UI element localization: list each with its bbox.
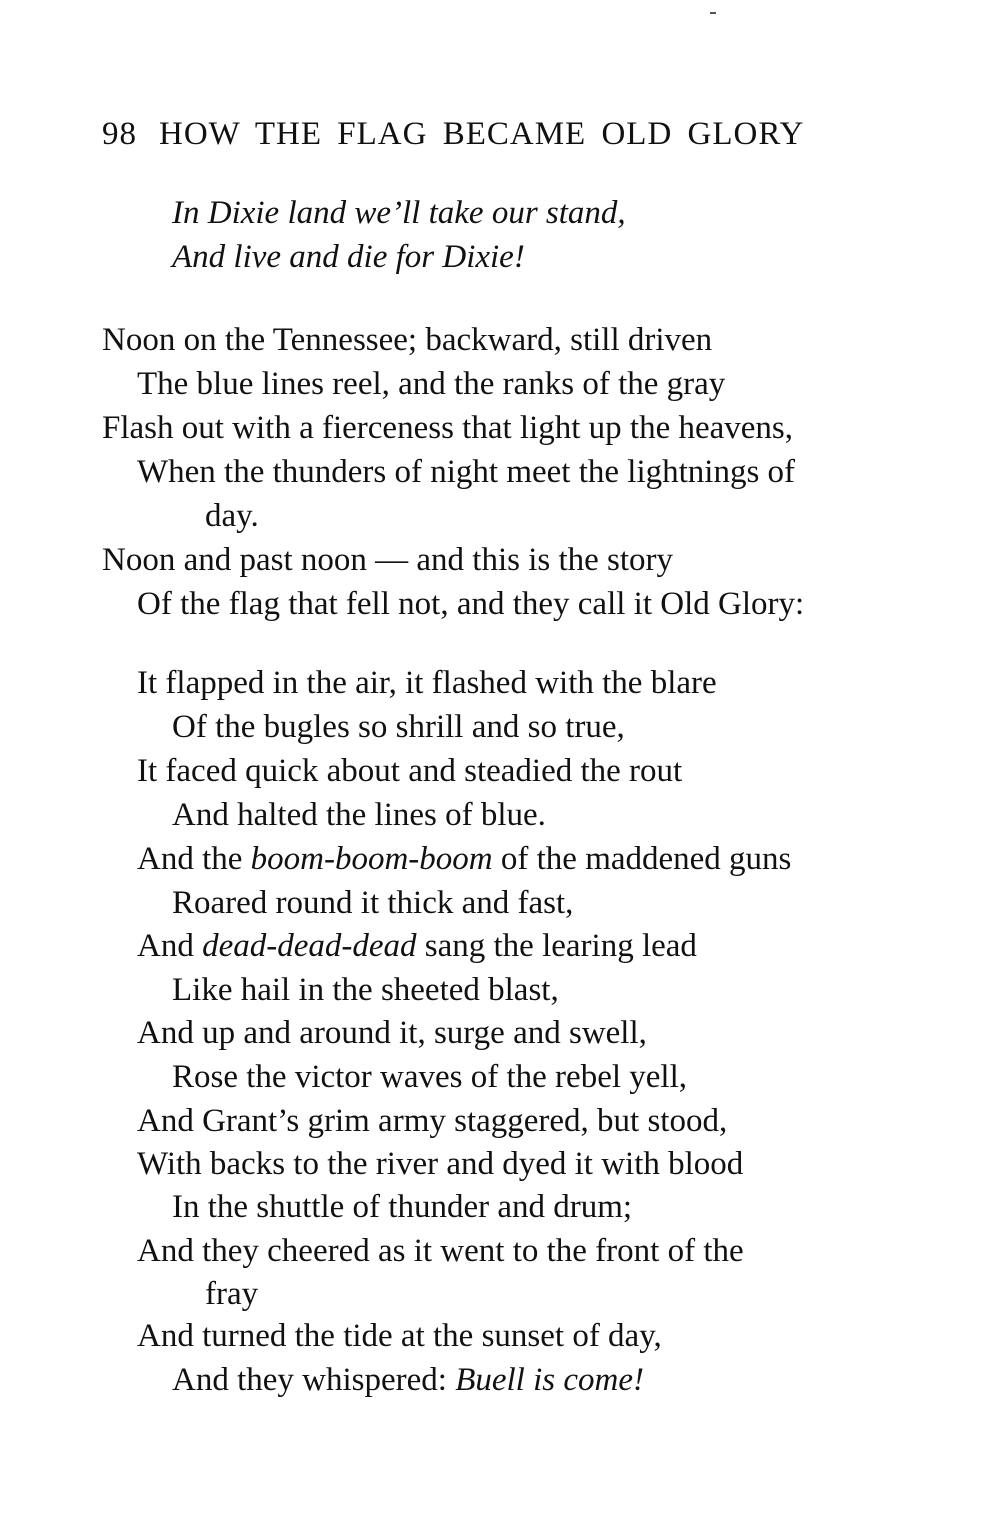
stanza1-line-1: Noon on the Tennessee; backward, still driven bbox=[102, 322, 713, 358]
stanza2-line-13: In the shuttle of thunder and drum; bbox=[172, 1189, 633, 1225]
stanza2-line-1: It flapped in the air, it flashed with the blare bbox=[137, 665, 717, 701]
print-speck bbox=[710, 12, 716, 14]
stanza2-line-10: Rose the victor waves of the rebel yell, bbox=[172, 1059, 687, 1095]
stanza2-line-5-pre: And the bbox=[137, 841, 251, 877]
stanza2-line-12: With backs to the river and dyed it with blood bbox=[137, 1146, 744, 1182]
stanza1-line-6: Noon and past noon — and this is the story bbox=[102, 542, 674, 578]
refrain-line-2: And live and die for Dixie! bbox=[172, 239, 525, 275]
stanza1-line-7: Of the flag that fell not, and they call it Old Glory: bbox=[137, 586, 805, 622]
stanza1-line-5: day. bbox=[205, 498, 259, 534]
stanza2-line-17-pre: And they whispered: bbox=[172, 1362, 456, 1398]
stanza2-line-9: And up and around it, surge and swell, bbox=[137, 1015, 647, 1051]
running-title: HOW THE FLAG BECAME OLD GLORY bbox=[159, 116, 805, 152]
stanza2-line-7-post: sang the learing lead bbox=[416, 928, 697, 964]
stanza2-line-6: Roared round it thick and fast, bbox=[172, 885, 574, 921]
stanza2-line-7-pre: And bbox=[137, 928, 203, 964]
stanza2-line-5-post: of the maddened guns bbox=[492, 841, 792, 877]
running-header bbox=[102, 116, 902, 160]
refrain-line-1: In Dixie land we’ll take our stand, bbox=[172, 195, 626, 231]
stanza2-line-15: fray bbox=[205, 1276, 259, 1312]
stanza1-line-4: When the thunders of night meet the lightnings of bbox=[137, 454, 796, 490]
stanza2-line-7 bbox=[137, 926, 697, 966]
stanza2-line-3: It faced quick about and steadied the rout bbox=[137, 753, 683, 789]
stanza2-line-8: Like hail in the sheeted blast, bbox=[172, 972, 559, 1008]
page-number: 98 bbox=[102, 116, 137, 152]
stanza2-line-2: Of the bugles so shrill and so true, bbox=[172, 709, 625, 745]
stanza2-line-7-emphasis: dead-dead-dead bbox=[202, 928, 417, 964]
stanza2-line-5 bbox=[137, 839, 791, 879]
stanza2-line-11: And Grant’s grim army staggered, but stood, bbox=[137, 1103, 728, 1139]
stanza2-line-16: And turned the tide at the sunset of day, bbox=[137, 1318, 662, 1354]
stanza2-line-5-emphasis: boom-boom-boom bbox=[250, 841, 493, 877]
stanza2-line-17-emphasis: Buell is come! bbox=[455, 1362, 644, 1398]
stanza1-line-3: Flash out with a fierceness that light up the heavens, bbox=[102, 410, 794, 446]
stanza2-line-17 bbox=[172, 1360, 644, 1400]
stanza2-line-4: And halted the lines of blue. bbox=[172, 797, 546, 833]
stanza1-line-2: The blue lines reel, and the ranks of the gray bbox=[137, 366, 726, 402]
stanza2-line-14: And they cheered as it went to the front of the bbox=[137, 1233, 744, 1269]
